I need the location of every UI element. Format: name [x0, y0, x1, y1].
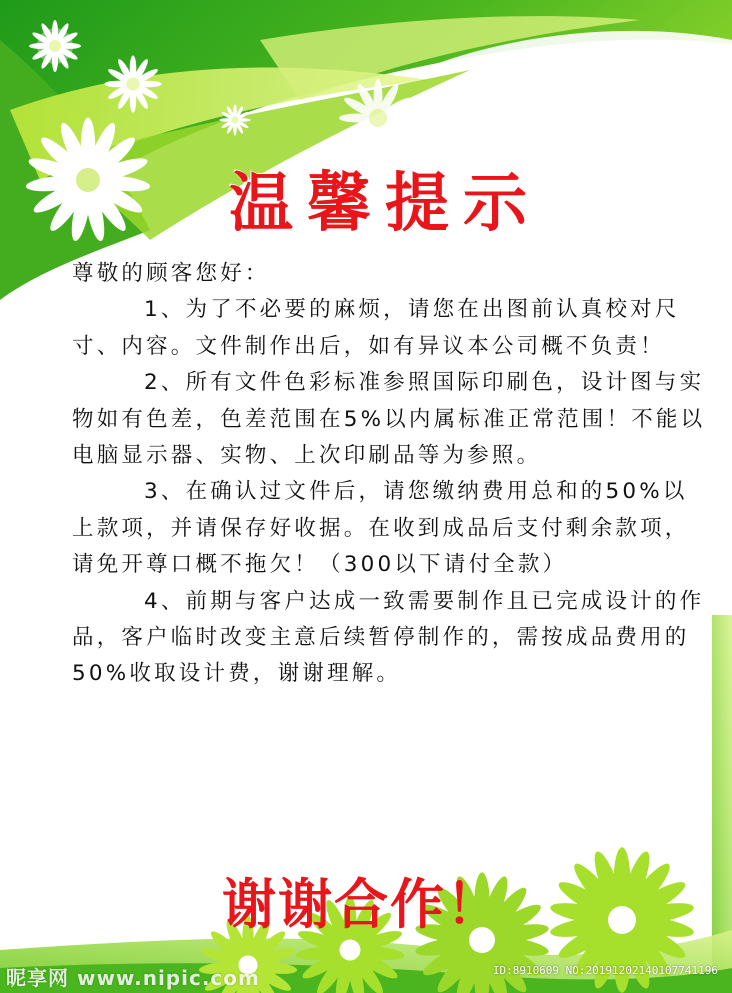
notice-body [72, 256, 706, 693]
notice-item-2: 2、所有文件色彩标准参照国际印刷色，设计图与实物如有色差，色差范围在5%以内属标准正常范围！不能以电脑显示器、实物、上次印刷品等为参照。 [72, 370, 706, 469]
notice-item-4: 4、前期与客户达成一致需要制作且已完成设计的作品，客户临时改变主意后续暂停制作的，需按成品费用的50%收取设计费，谢谢理解。 [72, 588, 705, 687]
notice-item-3: 3、在确认过文件后，请您缴纳费用总和的50%以上款项，并请保存好收据。在收到成品后支付剩余款项，请免开尊口概不拖欠！（300以下请付全款） [72, 479, 690, 578]
closing-thanks: 谢谢合作！ [222, 873, 502, 936]
notice-item-1: 1、为了不必要的麻烦，请您在出图前认真校对尺寸、内容。文件制作出后，如有异议本公司概不负责！ [72, 297, 680, 359]
image-id-watermark: ID:8910609 NO:20191202140107741196 [492, 964, 718, 977]
page-title: 温馨提示 [229, 166, 541, 241]
greeting-text: 尊敬的顾客您好： [72, 261, 270, 286]
site-watermark: 昵享网 www.nipic.com [6, 966, 260, 990]
